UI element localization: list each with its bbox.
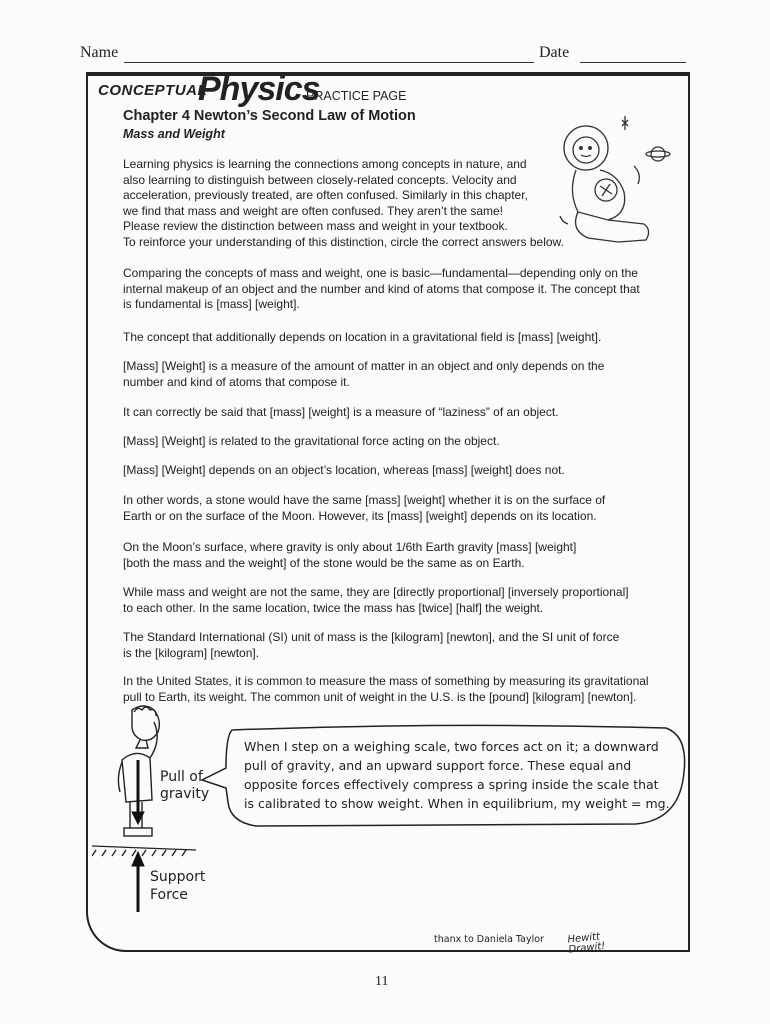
support-label-line: Support	[150, 869, 206, 885]
hewitt-signature: Hewitt Drawit!	[567, 931, 606, 956]
page-number: 11	[375, 974, 389, 989]
name-label: Name	[80, 44, 119, 61]
question-line: internal makeup of an object and the number and kind of atoms that compose it. The concept that	[123, 281, 640, 296]
support-label-line: Force	[150, 887, 188, 903]
question-11	[123, 674, 683, 705]
question-line: [Mass] [Weight] is related to the gravitational force acting on the object.	[123, 434, 500, 448]
logo-physics: Physics	[198, 70, 320, 108]
intro-line: Please review the distinction between mass and weight in your textbook.	[123, 219, 508, 234]
intro-line: acceleration, previously treated, are often confused. Similarly in this chapter,	[123, 188, 528, 203]
question-line: On the Moon’s surface, where gravity is only about 1/6th Earth gravity [mass] [weight]	[123, 540, 577, 554]
intro-line: To reinforce your understanding of this distinction, circle the correct answers below.	[123, 234, 564, 249]
thanks-credit: thanx to Daniela Taylor	[434, 934, 544, 945]
question-line: It can correctly be said that [mass] [weight] is a measure of “laziness” of an object.	[123, 405, 559, 419]
date-label: Date	[539, 44, 570, 61]
name-field[interactable]	[124, 62, 534, 63]
question-8	[123, 540, 683, 571]
astronaut-illustration	[548, 112, 682, 252]
question-line: pull to Earth, its weight. The common unit of weight in the U.S. is the [pound] [kilogram] [newton].	[123, 689, 637, 704]
question-7	[123, 493, 683, 524]
pull-of-gravity-label	[160, 769, 209, 803]
question-1	[123, 266, 683, 313]
question-line: The Standard International (SI) unit of mass is the [kilogram] [newton], and the SI unit of force	[123, 630, 620, 644]
bubble-line: is calibrated to show weight. When in equilibrium, my weight = mg.	[244, 796, 670, 811]
question-9	[123, 585, 683, 616]
question-line: The concept that additionally depends on location in a gravitational field is [mass] [weight].	[123, 330, 602, 344]
speech-bubble-text	[244, 737, 674, 813]
pull-label-line: gravity	[160, 786, 210, 802]
question-3	[123, 359, 683, 390]
question-line: Earth or on the surface of the Moon. However, its [mass] [weight] depends on its location.	[123, 508, 597, 523]
question-2	[123, 330, 683, 346]
question-line: [Mass] [Weight] is a measure of the amount of matter in an object and only depends on the	[123, 359, 605, 373]
intro-paragraph	[123, 157, 564, 251]
support-arrow	[132, 852, 144, 912]
question-line: Comparing the concepts of mass and weight, one is basic—fundamental—depending only on the	[123, 266, 638, 280]
intro-line: Learning physics is learning the connections among concepts in nature, and	[123, 157, 527, 171]
support-force-label	[150, 868, 205, 904]
question-line: [both the mass and the weight] of the stone would be the same as on Earth.	[123, 555, 525, 570]
question-5	[123, 434, 683, 450]
chapter-subtitle: Mass and Weight	[123, 127, 225, 141]
question-6	[123, 463, 683, 479]
practice-page-label: PRACTICE PAGE	[306, 89, 407, 103]
question-line: While mass and weight are not the same, they are [directly proportional] [inversely proportional]	[123, 585, 629, 599]
pull-label-line: Pull of	[160, 769, 203, 785]
question-line: is the [kilogram] [newton].	[123, 645, 260, 660]
question-line: In other words, a stone would have the same [mass] [weight] whether it is on the surface of	[123, 493, 606, 507]
chapter-title: Chapter 4 Newton’s Second Law of Motion	[123, 108, 416, 124]
date-field[interactable]	[580, 62, 686, 63]
intro-line: we find that mass and weight are often confused. They aren’t the same!	[123, 203, 503, 218]
question-line: In the United States, it is common to measure the mass of something by measuring its gravitational	[123, 674, 649, 688]
question-4	[123, 405, 683, 421]
question-line: to each other. In the same location, twice the mass has [twice] [half] the weight.	[123, 600, 544, 615]
gravity-arrow	[132, 760, 144, 824]
question-line: [Mass] [Weight] depends on an object’s location, whereas [mass] [weight] does not.	[123, 463, 565, 477]
intro-line: also learning to distinguish between closely-related concepts. Velocity and	[123, 172, 517, 187]
bubble-line: opposite forces effectively compress a spring inside the scale that	[244, 777, 659, 792]
bubble-line: pull of gravity, and an upward support force. These equal and	[244, 758, 632, 773]
question-line: is fundamental is [mass] [weight].	[123, 297, 300, 312]
bubble-line: When I step on a weighing scale, two forces act on it; a downward	[244, 739, 659, 754]
question-line: number and kind of atoms that compose it.	[123, 374, 350, 389]
logo-conceptual: CONCEPTUAL	[98, 82, 208, 99]
question-10	[123, 630, 683, 661]
